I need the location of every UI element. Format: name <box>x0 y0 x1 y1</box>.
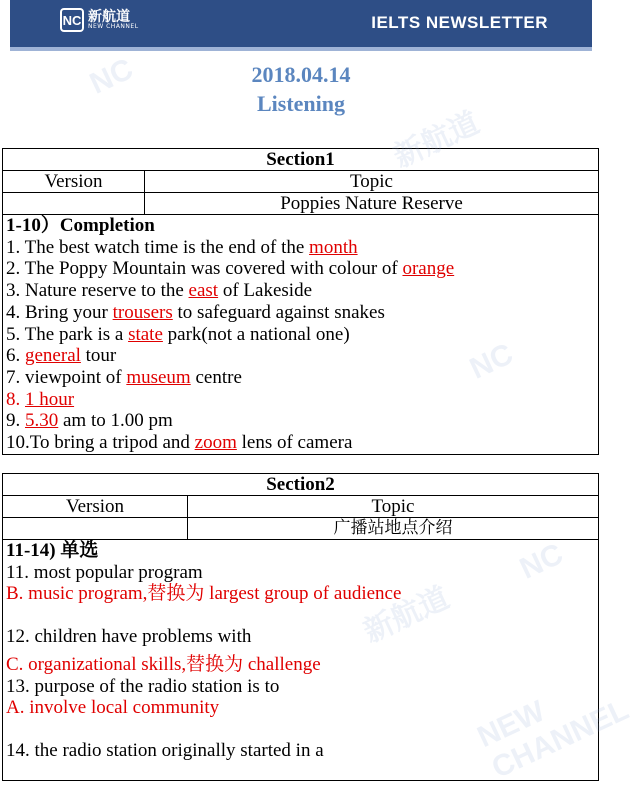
page-title <box>0 60 602 118</box>
section1-heading: Section1 <box>3 149 599 171</box>
section1-version-header: Version <box>3 171 145 193</box>
page-subject: Listening <box>256 91 346 116</box>
answer-13: A. involve local community <box>6 697 220 719</box>
brand-logo <box>60 8 139 32</box>
watermark-logo: 新航道 <box>388 106 485 175</box>
section2-topic-header: Topic <box>188 496 599 518</box>
section1-questions <box>3 215 599 455</box>
section2-part-heading: 11-14) 单选 <box>6 540 99 561</box>
newsletter-title: IELTS NEWSLETTER <box>371 13 548 32</box>
list-item: 7. viewpoint of museum centre <box>6 366 242 388</box>
section2-version-header: Version <box>3 496 188 518</box>
question-14: 14. the radio station originally started in a <box>6 739 324 761</box>
list-item: 4. Bring your trousers to safeguard against snakes <box>6 301 385 323</box>
list-item: 3. Nature reserve to the east of Lakeside <box>6 280 312 302</box>
question-13: 13. purpose of the radio station is to <box>6 675 280 697</box>
page-date: 2018.04.14 <box>251 62 351 87</box>
section1-topic-value: Poppies Nature Reserve <box>145 193 599 215</box>
watermark-logo: NC <box>84 52 139 101</box>
question-11: 11. most popular program <box>6 561 203 583</box>
section2-questions <box>3 540 599 781</box>
list-item: 1. The best watch time is the end of the month <box>6 236 358 258</box>
section1-table <box>2 148 599 455</box>
newsletter-header <box>10 0 592 51</box>
section2-table <box>2 473 599 781</box>
watermark-logo: NC <box>514 537 569 586</box>
watermark-logo: 新航道 <box>358 581 455 650</box>
question-12: 12. children have problems with <box>6 626 252 648</box>
logo-chinese-name: 新航道 <box>88 9 130 25</box>
answer-11: B. music program,替换为 largest group of audience <box>6 583 402 605</box>
section1-version-value <box>3 193 145 215</box>
logo-english-name: NEW CHANNEL <box>88 23 139 30</box>
watermark-logo: NEW CHANNEL <box>472 693 634 785</box>
section2-topic-value: 广播站地点介绍 <box>188 518 599 540</box>
section1-part-heading: 1-10）Completion <box>6 215 155 236</box>
section2-heading: Section2 <box>3 474 599 496</box>
list-item: 8. 1 hour <box>6 388 75 410</box>
list-item: 9. 5.30 am to 1.00 pm <box>6 410 173 432</box>
list-item: 10.To bring a tripod and zoom lens of camera <box>6 432 353 454</box>
list-item: 5. The park is a state park(not a national one) <box>6 323 350 345</box>
list-item: 2. The Poppy Mountain was covered with colour of orange <box>6 258 455 280</box>
logo-mark-icon: NC <box>60 8 84 32</box>
answer-12: C. organizational skills,替换为 challenge <box>6 653 321 675</box>
section1-topic-header: Topic <box>145 171 599 193</box>
list-item: 6. general tour <box>6 345 117 367</box>
watermark-logo: NC <box>464 337 519 386</box>
section2-version-value <box>3 518 188 540</box>
